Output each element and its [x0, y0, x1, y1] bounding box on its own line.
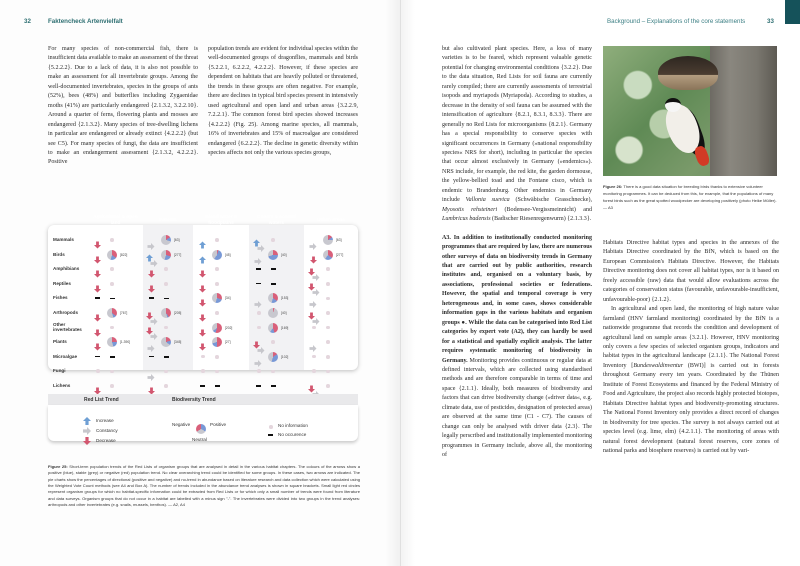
no-information-dot-icon [110, 384, 114, 388]
body-paragraph: Habitats Directive habitat types and species in the annexes of the Habitats Directive coordinated by the BfN, which is based on the European Commission's Habitats Directive. However, the Habitats Directive monitoring does not cover all habitat types, nor is it based on freely accessible (raw) data that would allow evaluations across the categories of conservation status (favourable, unfavourable-insufficient, unfavourable-poor) {2.1.2}. [603, 240, 779, 303]
legend-no-occurence: No occurence [278, 432, 307, 437]
no-occurence-dash-icon [271, 268, 276, 270]
no-information-dot-icon [312, 369, 316, 373]
trend-cell [196, 351, 242, 363]
no-information-dot-icon [201, 355, 205, 359]
trend-cell [196, 234, 242, 246]
no-information-dot-icon [271, 238, 275, 242]
trend-count: [153] [281, 296, 289, 301]
trend-pie-chart [212, 293, 222, 303]
legend-increase: Increase [96, 418, 114, 423]
trend-cell [196, 263, 242, 275]
trend-cell [145, 351, 191, 363]
trend-cell [91, 322, 137, 334]
legend-biodiversity-title: Biodiversity Trend [172, 397, 216, 403]
no-occurence-dash-icon [256, 385, 261, 387]
trend-pie-chart [268, 308, 278, 318]
no-information-dot-icon [164, 326, 168, 330]
trend-cell [196, 336, 242, 348]
core-statement-a3: A3. In addition to institutionally conducted monitoring programmes that are required by law, there are numerous other surveys of data on biodiversity trends in Germany that are carried out by public authorities, research institutes and, organised on a voluntary basis, by associations, professional societies or federations. However, the spatial and temporal coverage is very heterogeneous and, in some cases, shows considerable information gaps in the various habitats and organism groups ●. While the data can be categorised into Red List categories by expert vote (A2), they can hardly be used for a statistical and spatially explicit analysis. The latter requires systematic monitoring of biodiversity in Germany. Monitoring provides continuous or regular data at defined intervals, which are collected using standardised methods and are therefore comparable in terms of time and space {2.1.1}. Ideally, both measures of biodiversity and factors that can drive biodiversity change (»driver data«, e.g. climate data, use of pesticides, designation of protected areas) are observed at the same time (C1 - C7). The causes of change can only be analysed with driver data {2.3}. The legally perscribed and institutionally implemented monitoring programmes in Germany include, above all, the monitoring of [442, 234, 592, 459]
trend-pie-chart [212, 323, 222, 333]
no-information-dot-icon [164, 267, 168, 271]
no-information-dot-icon [257, 326, 261, 330]
body-paragraph: In agricultural and open land, the monitoring of high nature value farmland (HNV farmland monitoring) coordinated by the BfN is a nationwide programme that records the condition and development of agricultural land on sample areas {3.2.1}. However, HNV monitoring only covers a few species of selected organism groups, indicators and habitat types in the agricultural landscape {2.1.1}. The National Forest Inventory [Bundeswaldinventur (BWI)] is carried out in forests throughout Germany every ten years. Coordinated by the Thünen Institute of Forest Ecosystems and financed by the Federal Ministry of Food and Agriculture, the project also records highly protected biotopes, Habitats Directive habitat types and biodiversity-promoting structures. The National Forest Inventory only provides a direct record of changes in biodiversity for tree species. The survey is not always carried out at species level (e.g. lime, elm) {4.2.1.1}. The monitoring of areas with natural forest development (natural forest reserves, core zones of national parks and biosphere reserves) is carried out by vari- [603, 306, 779, 454]
trend-count: [1.390] [120, 340, 131, 345]
no-occurence-dash-icon [256, 268, 261, 270]
legend-no-information: No information [278, 423, 308, 428]
no-information-dot-icon [96, 369, 100, 373]
no-information-dot-icon [215, 282, 219, 286]
no-information-dot-icon [326, 355, 330, 359]
trend-count: [45] [225, 252, 231, 257]
no-occurence-dash-icon [271, 283, 276, 285]
trend-cell [145, 249, 191, 261]
trend-cell [196, 365, 242, 377]
trend-cell [145, 365, 191, 377]
trend-count: [822] [120, 252, 128, 257]
trend-cell [91, 365, 137, 377]
no-occurence-dash-icon [164, 298, 169, 300]
trend-cell [196, 322, 242, 334]
arrow-up-icon [83, 417, 91, 425]
trend-pie-chart [268, 352, 278, 362]
trend-cell [196, 292, 242, 304]
trend-cell [91, 336, 137, 348]
legend-positive: Positive [210, 422, 227, 427]
trend-cell [91, 292, 137, 304]
no-occurence-dash-icon [149, 356, 154, 358]
trend-pie-chart [268, 323, 278, 333]
trend-cell [252, 307, 298, 319]
trend-cell [307, 292, 353, 304]
trend-count: [40] [281, 252, 287, 257]
trend-count: [767] [120, 311, 128, 315]
no-information-dot-icon [215, 355, 219, 359]
no-information-dot-icon [110, 267, 114, 271]
figure-25-caption: Figure 25: Short-term population trends of the Red Lists of organism groups that are analysed in detail in the various habitat chapters. The colours of the arrows show a positive (blue), stable (grey) or negative (red) population trend. No clear overarching trend could be identified for some groups. In these cases, two arrows are indicated. The pie charts show the percentages of directional (positive and negative) and no-trend in abundance based on literature research and data collection which were calculated using the Weighted Vote Count methods (see A4 and Box A). The number of trends included in the abundance trend analyses is shown in square brackets. Small light red circles represent organism groups for which no habitat-specific information could be extracted from Red Lists or for which only a small number of trends were found from literature and data surveys. Organism groups that do not occur in a habitat are labelled with a minus sign "-". The invertebrates were divided into two groups in the trend analyses: arthropods and other invertebrates (e.g. snails, mussels, benthos). — A2, A4 [48, 464, 360, 508]
trend-cell [307, 249, 353, 261]
trend-cell [91, 234, 137, 246]
trend-cell [252, 234, 298, 246]
no-information-dot-icon [110, 370, 114, 374]
trend-pie-chart [161, 337, 171, 347]
no-information-dot-icon [312, 355, 316, 359]
no-information-dot-icon [326, 311, 330, 315]
no-information-dot-icon [110, 282, 114, 286]
body-paragraph: population trends are evident for individual species within the well-documented groups of dragonflies, mammals and birds {5.2.2.1, 6.2.2.2, 4.2.2.2}. However, if these species are dependent on habitats that are heavily polluted or threatened, the trends in these groups are often negative. For example, there are declines in typical bird species present in intensively used agricultural and open land and urban areas {3.2.2.9, 7.2.2.1}. The common forest bird species showed increases {4.2.2.2} (Fig. 25). Among marine species, all mammals, 16% of invertebrates and 15% of macroalgae are considered endangered {6.2.2.2}. The decline in genetic diversity within species affects not only the various species groups, [208, 46, 358, 156]
running-title-left: Faktencheck Artenvielfalt [48, 18, 123, 25]
trend-cell [307, 234, 353, 246]
no-occurence-dash-icon [271, 385, 276, 387]
trend-cell [91, 263, 137, 275]
no-occurence-dash-icon [110, 356, 115, 358]
trend-count: [205] [174, 311, 182, 315]
no-information-dot-icon [326, 384, 330, 388]
no-information-dot-icon [257, 369, 261, 373]
running-title-right: Background – Explanations of the core statements [607, 18, 746, 25]
trend-cell [145, 336, 191, 348]
no-information-dot-icon [164, 370, 168, 374]
no-occurence-dash-icon [95, 297, 100, 299]
trend-cell [145, 307, 191, 319]
legend-negative: Negative [172, 422, 191, 427]
legend-red-list-title: Red List Trend [84, 397, 119, 403]
trend-cell [252, 322, 298, 334]
trend-cell [252, 292, 298, 304]
no-occurence-dash-icon [268, 434, 273, 436]
trend-cell [91, 278, 137, 290]
no-occurence-dash-icon [149, 297, 154, 299]
trend-cell [252, 249, 298, 261]
no-information-dot-icon [215, 267, 219, 271]
habitat-header-inland-water: Inland water & floodplains [204, 214, 238, 226]
trend-count: [63] [174, 238, 180, 242]
organism-group-label: Lichens [53, 383, 71, 388]
legend-neutral: Neutral [192, 437, 207, 442]
trend-count: [102] [281, 354, 289, 359]
trend-cell [307, 336, 353, 348]
trend-count: [169] [281, 325, 289, 330]
trend-cell [252, 380, 298, 392]
trend-cell [145, 322, 191, 334]
trend-pie-chart [323, 250, 333, 260]
trend-pie-chart [212, 337, 222, 347]
trend-cell [252, 365, 298, 377]
trend-cell [252, 336, 298, 348]
trend-count: [40] [281, 311, 287, 315]
no-occurence-dash-icon [256, 283, 261, 285]
right-text-column-1 [442, 45, 592, 460]
trend-cell [145, 278, 191, 290]
trend-cell [252, 278, 298, 290]
no-occurence-dash-icon [95, 356, 100, 358]
organism-group-label: Arthropods [53, 310, 79, 315]
no-information-dot-icon [326, 267, 330, 271]
arrow-down-icon [83, 437, 91, 445]
legend-pie-icon [196, 424, 206, 434]
trend-count: [63] [336, 238, 342, 242]
no-information-dot-icon [110, 326, 114, 330]
no-information-dot-icon [326, 370, 330, 374]
trend-pie-chart [107, 250, 117, 260]
no-information-dot-icon [164, 282, 168, 286]
no-occurence-dash-icon [200, 385, 205, 387]
no-information-dot-icon [215, 370, 219, 374]
no-occurence-dash-icon [215, 385, 220, 387]
trend-pie-chart [107, 337, 117, 347]
no-information-dot-icon [312, 326, 316, 330]
chapter-tab [785, 0, 800, 24]
no-information-dot-icon [269, 425, 273, 429]
trend-cell [91, 249, 137, 261]
organism-group-label: Birds [53, 251, 65, 257]
trend-cell [307, 351, 353, 363]
trend-cell [307, 322, 353, 334]
organism-group-label: Mammals [53, 237, 74, 242]
legend-decrease: Decrease [96, 438, 116, 443]
left-text-column-1 [48, 45, 198, 168]
trend-count: [277] [174, 252, 182, 257]
organism-group-label: Microalgae [53, 353, 77, 359]
habitat-header-agricultural: Agricultural & open land [93, 214, 138, 226]
no-information-dot-icon [215, 238, 219, 242]
trend-count: [27] [225, 340, 231, 345]
page-number-left: 32 [24, 18, 31, 25]
no-information-dot-icon [326, 326, 330, 330]
trend-cell [91, 307, 137, 319]
organism-group-label: Other invertebrates [53, 321, 82, 332]
trend-cell [145, 292, 191, 304]
no-information-dot-icon [326, 282, 330, 286]
trend-pie-chart [323, 235, 333, 245]
trend-cell [91, 351, 137, 363]
trend-cell [196, 307, 242, 319]
no-information-dot-icon [110, 238, 114, 242]
trend-pie-chart [107, 308, 117, 318]
no-information-dot-icon [271, 340, 275, 344]
organism-group-label: Fishes [53, 295, 68, 301]
figure-26-caption: Figure 26: There is a good data situation for breeding birds thanks to extensive volunteer monitoring programmes. It can be deduced from this, for example, that the populations of many forest birds such as the great spotted woodpecker are developing positively (photo Heike Müller). — A3 [603, 184, 777, 210]
no-occurence-dash-icon [110, 298, 115, 300]
trend-cell [196, 380, 242, 392]
trend-cell [91, 380, 137, 392]
trend-cell [145, 380, 191, 392]
trend-cell [307, 380, 353, 392]
trend-count: [277] [336, 252, 344, 257]
trend-cell [252, 263, 298, 275]
no-information-dot-icon [215, 311, 219, 315]
no-information-dot-icon [326, 340, 330, 344]
left-text-column-2 [208, 45, 358, 158]
habitat-header-forests: Forests [159, 217, 177, 223]
trend-cell [307, 278, 353, 290]
trend-pie-chart [212, 250, 222, 260]
trend-cell [252, 351, 298, 363]
arrow-right-icon [83, 427, 91, 435]
organism-group-label: Amphibians [53, 266, 80, 272]
trend-cell [145, 234, 191, 246]
organism-group-label: Plants [53, 339, 67, 345]
trend-pie-chart [161, 250, 171, 260]
organism-group-label: Fungi [53, 368, 66, 374]
trend-pie-chart [268, 250, 278, 260]
woodpecker-photo [603, 46, 777, 176]
trend-cell [307, 307, 353, 319]
trend-pie-chart [161, 235, 171, 245]
no-information-dot-icon [257, 311, 261, 315]
trend-cell [196, 249, 242, 261]
legend-constancy: Constancy [96, 428, 118, 433]
body-paragraph: but also cultivated plant species. Here, a loss of many varieties is to be feared, which represent valuable genetic potential for changing environmental conditions {3.2.2}. Due to the data situation, Red Lists for soil fauna are currently rarely compiled; there are currently assessments of terrestrial isopods and myriapods (Myriapoda). According to studies, a decrease in the density of soil fauna can be assumed with the intensification of agriculture {8.2.1, 8.3.1, 8.3.3}. There are generally no Red Lists for microorganisms {8.2.1}. Germany has a special responsibility to conserve species with significant occurrences in Germany (»national responsibility species« NRS for short), including in particular the species that occur almost exclusively in Germany (»endemics«). NRS include, for example, the red kite, the garden dormouse, the yellow-bellied toad and the Fontane cisco, which is endemic to Brandenburg. Other endemics in Germany include Vallonia suevica (Schwäbische Grasschnecke), Myosotis rehsteineri (Bodensee-Vergissmeinnicht) and Lumbricus badensis (Badischer Riesenregenwurm) {2.1.3.3}. [442, 46, 592, 223]
no-information-dot-icon [326, 297, 330, 301]
right-text-column-2 [603, 239, 779, 456]
organism-group-label: Reptiles [53, 280, 71, 286]
habitat-header-coasts: Coasts & coastal waters [257, 214, 296, 226]
no-information-dot-icon [271, 370, 275, 374]
no-information-dot-icon [201, 369, 205, 373]
page-number-right: 33 [767, 18, 774, 25]
trend-cell [196, 278, 242, 290]
trend-pie-chart [161, 308, 171, 318]
body-paragraph: For many species of non-commercial fish, there is insufficient data available to make an assessment of the threat {5.2.2.2}. Due to a lack of data, it is also not possible to make an assessment for all invertebrate groups. Among the well-documented invertebrates, species in the groups of ants (52%), bees (48%) and butterflies including Zygaenidae moths (41%) are particularly endangered {2.1.3.2, 3.2.2.10}. Around a quarter of ferns, flowering plants and mosses are endangered {2.1.3.2}. Many species of tree-dwelling lichens in particular are endangered or already extinct {4.2.2.2} (but see C5). For many species of fungi, the data are insufficient to make an endangerment assessment {2.1.3.2, 4.2.2.2}. Positive [48, 46, 198, 166]
habitat-header-urban: Urban areas [317, 217, 345, 223]
trend-pie-chart [268, 293, 278, 303]
trend-count: [34] [225, 296, 231, 301]
trend-cell [145, 263, 191, 275]
trend-cell [307, 365, 353, 377]
trend-count: [345] [174, 340, 182, 345]
no-information-dot-icon [164, 384, 168, 388]
trend-count: [202] [225, 325, 233, 330]
legend [48, 405, 358, 441]
no-occurence-dash-icon [164, 356, 169, 358]
trend-cell [307, 263, 353, 275]
